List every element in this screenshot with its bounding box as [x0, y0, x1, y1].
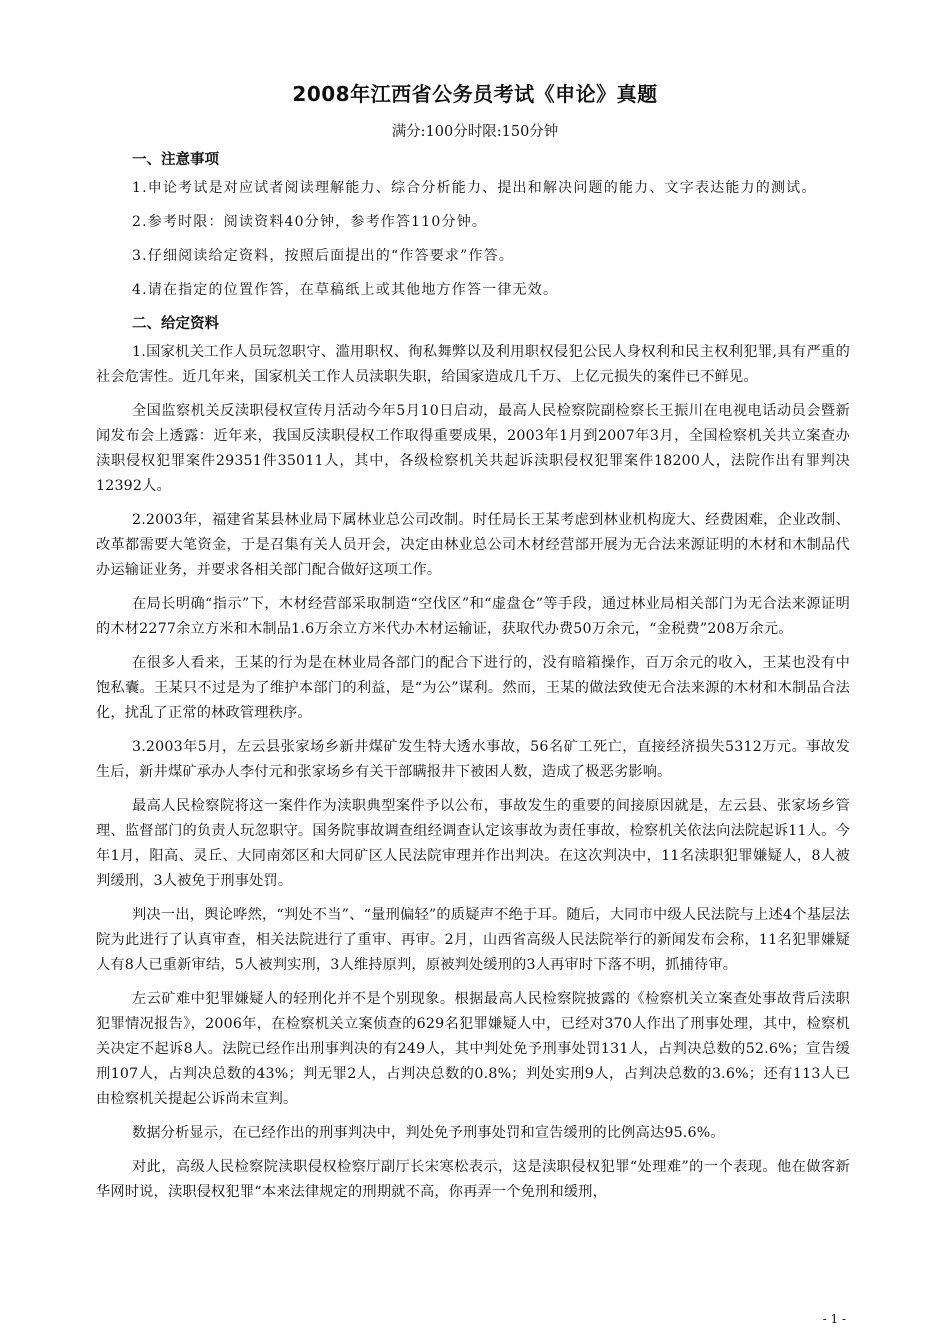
notice-item: 4.请在指定的位置作答，在草稿纸上或其他地方作答一律无效。 [132, 282, 559, 298]
notice-item: 2.参考时限：阅读资料40分钟，参考作答110分钟。 [132, 214, 488, 230]
material-paragraph: 对此，高级人民检察院渎职侵权检察厅副厅长宋寒松表示，这是渎职侵权犯罪“处理难”的一个表现。他在做客新华网时说，渎职侵权犯罪“本来法律规定的刑期就不高，你再弄一个免刑和缓刑， [96, 1159, 850, 1200]
materials-body [96, 340, 850, 1205]
notice-item: 3.仔细阅读给定资料，按照后面提出的“作答要求”作答。 [132, 248, 515, 264]
material-paragraph: 在很多人看来，王某的行为是在林业局各部门的配合下进行的，没有暗箱操作，百万余元的收入，王某也没有中饱私囊。王某只不过是为了维护本部门的利益，是“为公”谋利。然而，王某的做法致使无合法来源的木材和木制品合法化，扰乱了正常的林政管理秩序。 [96, 655, 850, 721]
material-paragraph: 3.2003年5月，左云县张家场乡新井煤矿发生特大透水事故，56名矿工死亡，直接经济损失5312万元。事故发生后，新井煤矿承办人李付元和张家场乡有关干部瞒报井下被困人数，造成了极恶劣影响。 [96, 739, 850, 780]
section-heading-notice: 一、注意事项 [132, 152, 219, 168]
material-paragraph: 数据分析显示，在已经作出的刑事判决中，判处免予刑事处罚和宣告缓刑的比例高达95.6%。 [132, 1125, 725, 1141]
material-paragraph: 最高人民检察院将这一案件作为渎职典型案件予以公布，事故发生的重要的间接原因就是，左云县、张家场乡管理、监督部门的负责人玩忽职守。国务院事故调查组经调查认定该事故为责任事故，检察机关依法向法院起诉11人。今年1月，阳高、灵丘、大同南郊区和大同矿区人民法院审理并作出判决。在这次判决中，11名渎职犯罪嫌疑人，8人被判缓刑，3人被免于刑事处罚。 [96, 798, 850, 889]
material-paragraph: 在局长明确“指示”下，木材经营部采取制造“空伐区”和“虚盘仓”等手段，通过林业局相关部门为无合法来源证明的木材2277余立方米和木制品1.6万余立方米代办木材运输证，获取代办费50万余元，“金税费”208万余元。 [96, 596, 850, 637]
material-paragraph: 判决一出，舆论哗然，“判处不当”、“量刑偏轻”的质疑声不绝于耳。随后，大同市中级人民法院与上述4个基层法院为此进行了认真审查，相关法院进行了重审、再审。2月，山西省高级人民法院举行的新闻发布会称，11名犯罪嫌疑人有8人已重新审结，5人被判实刑，3人维持原判，原被判处缓刑的3人再审时下落不明，抓捕待审。 [96, 907, 850, 973]
material-paragraph: 2.2003年，福建省某县林业局下属林业总公司改制。时任局长王某考虑到林业机构庞大、经费困难，企业改制、改革都需要大笔资金，于是召集有关人员开会，决定由林业总公司木材经营部开展为无合法来源证明的木材和木制品代办运输证业务，并要求各相关部门配合做好这项工作。 [96, 512, 850, 578]
material-paragraph: 1.国家机关工作人员玩忽职守、滥用职权、徇私舞弊以及利用职权侵犯公民人身权利和民主权利犯罪,具有严重的社会危害性。近几年来，国家机关工作人员渎职失职，给国家造成几千万、上亿元损失的案件已不鲜见。 [96, 344, 850, 385]
document-subtitle: 满分:100分时限:150分钟 [391, 124, 559, 140]
material-paragraph: 左云矿难中犯罪嫌疑人的轻刑化并不是个别现象。根据最高人民检察院披露的《检察机关立案查处事故背后渎职犯罪情况报告》，2006年，在检察机关立案侦查的629名犯罪嫌疑人中，已经对370人作出了刑事处理，其中，检察机关决定不起诉8人。法院已经作出刑事判决的有249人，其中判处免予刑事处罚131人，占判决总数的52.6%；宣告缓刑107人，占判决总数的43%；判无罪2人，占判决总数的0.8%；判处实刑9人，占判决总数的3.6%；还有113人已由检察机关提起公诉尚未宣判。 [96, 991, 850, 1107]
notice-item: 1.申论考试是对应试者阅读理解能力、综合分析能力、提出和解决问题的能力、文字表达能力的测试。 [132, 180, 817, 196]
document-title: 2008年江西省公务员考试《申论》真题 [292, 82, 658, 106]
page-number: - 1 - [822, 1312, 846, 1326]
material-paragraph: 全国监察机关反渎职侵权宣传月活动今年5月10日启动，最高人民检察院副检察长王振川在电视电话动员会暨新闻发布会上透露：近年来，我国反渎职侵权工作取得重要成果，2003年1月到2007年3月，全国检察机关共立案查办渎职侵权犯罪案件29351件35011人，其中，各级检察机关共起诉渎职侵权犯罪案件18200人，法院作出有罪判决12392人。 [96, 403, 850, 494]
notice-list [96, 176, 850, 303]
section-heading-materials: 二、给定资料 [132, 316, 219, 332]
document-body [96, 148, 850, 1214]
